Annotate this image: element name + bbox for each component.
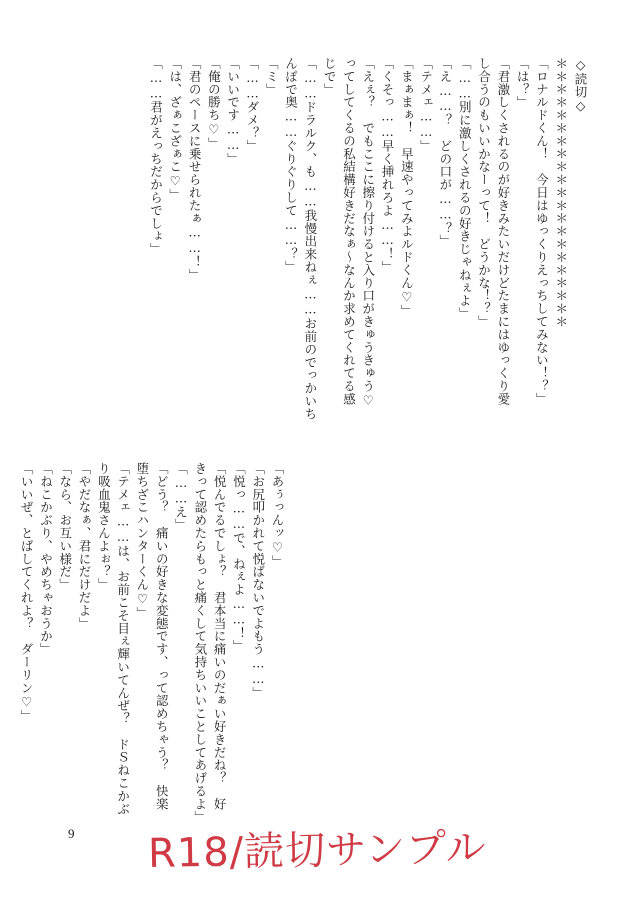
text-line: 「は？」: [515, 57, 531, 109]
page-number: 9: [68, 826, 75, 841]
text-line: 「……別に激しくされるの好きじゃねぇよ」: [457, 57, 473, 320]
text-line: り吸血鬼さんよぉ？」: [96, 462, 112, 591]
text-line: 「まぁまぁ！ 早速やってみよルドくん♡」: [399, 57, 415, 318]
text-line: ってしてくるの私結構好きだなぁ～なんか求めてくれてる感: [341, 57, 357, 406]
text-line: 「なら、お互い様だ」: [57, 462, 73, 591]
r18-sample-stamp: R18/読切サンプル: [147, 825, 487, 877]
text-line: 「お尻叩かれて悦ばないでよもう……」: [250, 462, 266, 700]
text-line: きって認めたらもっと痛くして気持ちいいことしてあげるよ」: [192, 462, 208, 824]
text-line: ＊＊＊＊＊＊＊＊＊＊＊＊＊＊＊＊＊＊＊＊＊: [553, 57, 569, 328]
text-line: 堕ちざこハンターくん♡」: [134, 462, 150, 620]
text-line: んぽで奥……ぐりぐりして……？」: [283, 57, 299, 274]
text-line: 「テメェ……」: [418, 57, 434, 153]
text-line: 「ロナルドくん！ 今日はゆっくりえっちしてみない！？」: [534, 57, 550, 406]
text-line: 「……君がえっちだからでしょ」: [148, 57, 164, 256]
text-line: 「あぅっんッ♡」: [270, 462, 285, 568]
text-line: 「え……？ どの口が……？」: [437, 57, 453, 248]
text-line: 「くそっ……早く挿れろよ……！」: [380, 57, 396, 274]
text-line: 「君のペースに乗せられたぁ……！」: [187, 57, 203, 282]
text-line: 「えぇ？ でもここに擦り付けると入り口がきゅうきゅう♡: [360, 57, 376, 408]
text-line: 「いいぜ、とばしてくれよ？ ダーリン♡」: [19, 462, 35, 723]
text-line: 「いいです……」: [225, 57, 241, 166]
text-line: 「ねこかぶり、やめちゃおうか」: [38, 462, 54, 656]
text-line: 「悦んでるでしょ？ 君本当に痛いのだぁい好きだね？ 好: [212, 462, 228, 811]
text-line: ◇読切◇: [573, 57, 588, 114]
text-line: じで」: [322, 57, 338, 96]
text-line: 「やだなぁ、君にだけだよ」: [77, 462, 93, 630]
text-line: 「悦っ……で、ねぇよ……！」: [231, 462, 247, 653]
text-line: 「は、ざぁこざぁこ♡」: [167, 57, 183, 202]
text-line: 「君激しくされるのが好きみたいだけどたまにはゆっくり愛: [495, 57, 511, 406]
text-line: 「ミ」: [264, 57, 280, 96]
text-line: 「どう？ 痛いの好きな変態です、って認めちゃう？ 快楽: [154, 462, 170, 811]
text-line: 「テメェ……は、お前こそ目ぇ輝いてんぜ？ ドＳねこかぶ: [115, 462, 131, 816]
text-line: 「……ドラルク、も……我慢出来ねぇ……お前のでっかいち: [302, 57, 318, 421]
upper-text-block: [146, 57, 590, 421]
lower-text-block: [17, 462, 287, 824]
text-line: 「……ダメ？」: [244, 57, 260, 153]
text-line: 「俺の勝ち♡」: [206, 57, 222, 150]
text-line: し合うのもいいかなーって！ どうかな！？」: [476, 57, 492, 328]
text-line: 「……え」: [173, 462, 189, 532]
